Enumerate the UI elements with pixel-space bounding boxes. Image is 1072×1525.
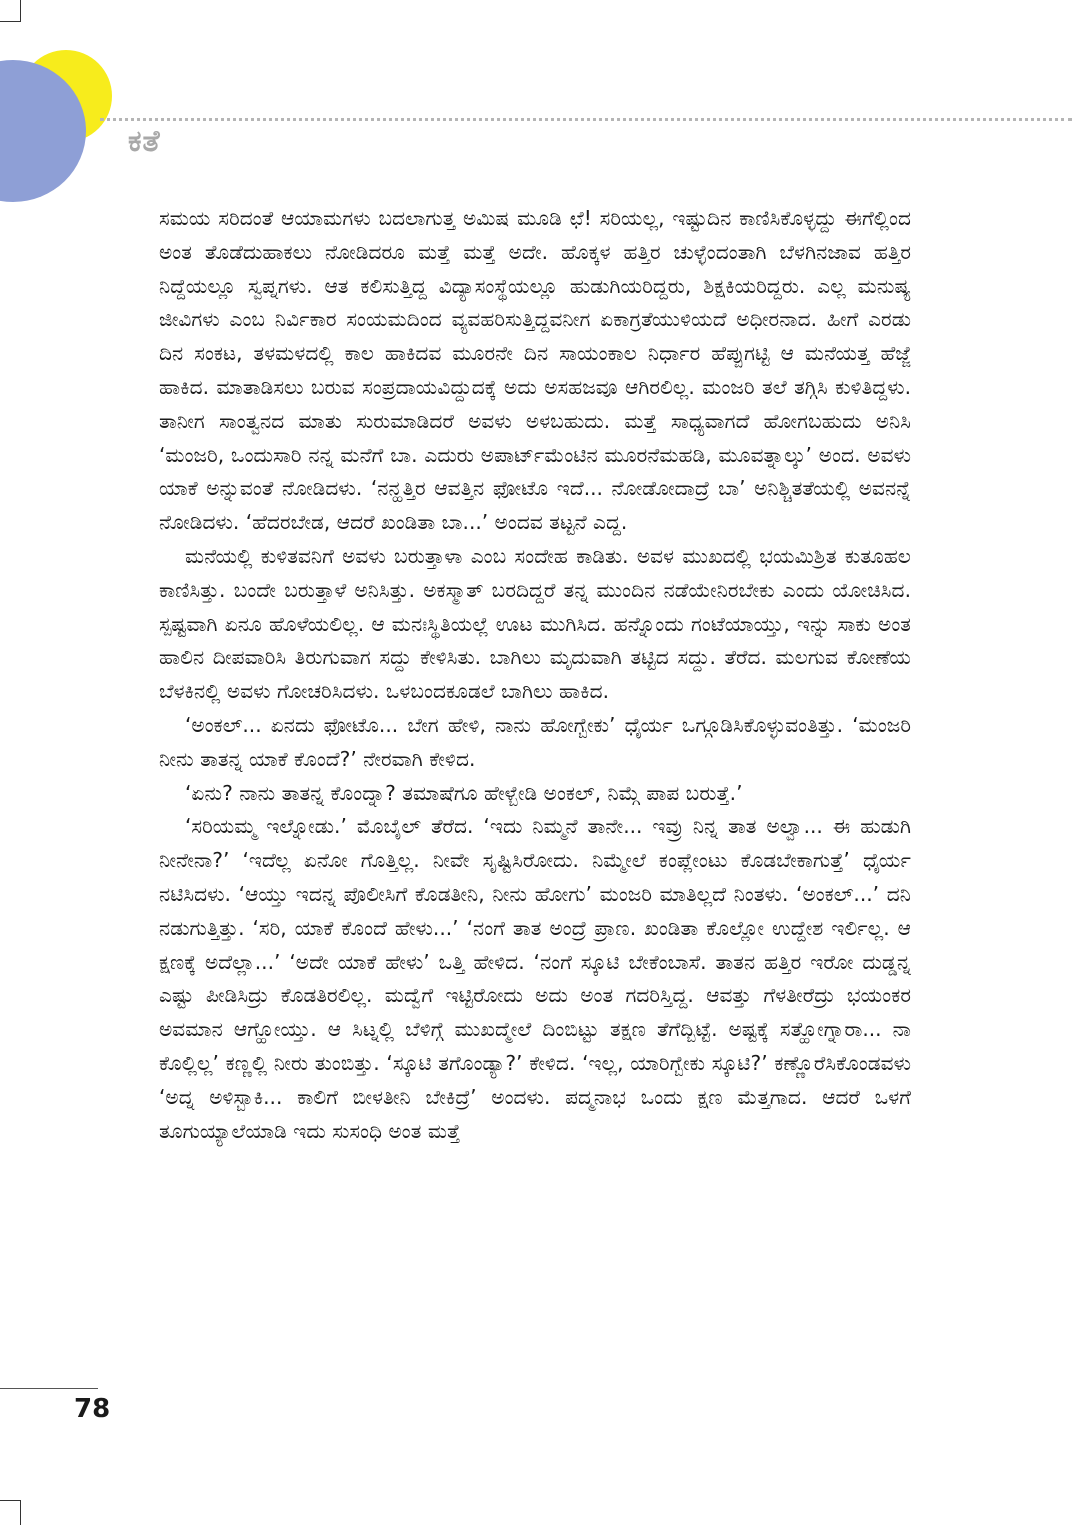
folio-rule — [0, 1388, 98, 1389]
story-paragraph: ‘ಸರಿಯಮ್ಮ ಇಲ್ನೋಡು.’ ಮೊಬೈಲ್ ತೆರೆದ. ‘ಇದು ನಿಮ್ಮನೆ ತಾನೇ... ಇವ್ರು ನಿನ್ನ ತಾತ ಅಲ್ವಾ... ಈ ಹುಡುಗಿ ನೀನೇನಾ?’ ‘ಇದೆಲ್ಲ ಏನೋ ಗೊತ್ತಿಲ್ಲ. ನೀವೇ ಸೃಷ್ಟಿಸಿರೋದು. ನಿಮ್ಮೇಲೆ ಕಂಪ್ಲೇಂಟು ಕೊಡಬೇಕಾಗುತ್ತೆ’ ಧೈರ್ಯ ನಟಿಸಿದಳು. ‘ಆಯ್ತು ಇದನ್ನ ಪೊಲೀಸಿಗೆ ಕೊಡತೀನಿ, ನೀನು ಹೋಗು’ ಮಂಜರಿ ಮಾತಿಲ್ಲದೆ ನಿಂತಳು. ‘ಅಂಕಲ್...’ ದನಿ ನಡುಗುತ್ತಿತ್ತು. ‘ಸರಿ, ಯಾಕೆ ಕೊಂದೆ ಹೇಳು...’ ‘ನಂಗೆ ತಾತ ಅಂದ್ರೆ ಪ್ರಾಣ. ಖಂಡಿತಾ ಕೊಲ್ಲೋ ಉದ್ದೇಶ ಇರ್ಲಿಲ್ಲ. ಆ ಕ್ಷಣಕ್ಕೆ ಅದೆಲ್ಲಾ...’ ‘ಅದೇ ಯಾಕೆ ಹೇಳು’ ಒತ್ತಿ ಹೇಳಿದ. ‘ನಂಗೆ ಸ್ಕೂಟಿ ಬೇಕೆಂಬಾಸೆ. ತಾತನ ಹತ್ತಿರ ಇರೋ ದುಡ್ಡನ್ನ ಎಷ್ಟು ಪೀಡಿಸಿದ್ರು ಕೊಡತಿರಲಿಲ್ಲ. ಮದ್ವೆಗೆ ಇಟ್ಟಿರೋದು ಅದು ಅಂತ ಗದರಿಸ್ತಿದ್ದ. ಆವತ್ತು ಗೆಳತೀರೆದ್ರು ಭಯಂಕರ ಅವಮಾನ ಆಗ್ಹೋಯ್ತು. ಆ ಸಿಟ್ನಲ್ಲಿ ಬೆಳಿಗ್ಗೆ ಮುಖದ್ಮೇಲೆ ದಿಂಬಿಟ್ಟು ತಕ್ಷಣ ತೆಗೆದ್ಬಿಟ್ಟೆ. ಅಷ್ಟಕ್ಕೆ ಸತ್ಹೋಗ್ನಾರಾ... ನಾ ಕೊಲ್ಲಿಲ್ಲ’ ಕಣ್ಣಲ್ಲಿ ನೀರು ತುಂಬಿತ್ತು. ‘ಸ್ಕೂಟಿ ತಗೊಂಡ್ಯಾ?’ ಕೇಳಿದ. ‘ಇಲ್ಲ, ಯಾರಿಗ್ಬೇಕು ಸ್ಕೂಟಿ?’ ಕಣ್ಣೊರೆಸಿಕೊಂಡವಳು ‘ಅದ್ನ ಅಳಿಸ್ಬಾಕಿ... ಕಾಲಿಗೆ ಬೀಳತೀನಿ ಬೇಕಿದ್ರೆ’ ಅಂದಳು. ಪದ್ಮನಾಭ ಒಂದು ಕ್ಷಣ ಮೆತ್ತಗಾದ. ಆದರೆ ಒಳಗೆ ತೂಗುಯ್ಯಾಲೆಯಾಡಿ ಇದು ಸುಸಂಧಿ ಅಂತ ಮತ್ತೆ — [159, 814, 911, 1143]
crop-mark-top-left-horizontal — [0, 21, 21, 22]
page-number: 78 — [74, 1394, 111, 1424]
story-paragraph: ಮನೆಯಲ್ಲಿ ಕುಳಿತವನಿಗೆ ಅವಳು ಬರುತ್ತಾಳಾ ಎಂಬ ಸಂದೇಹ ಕಾಡಿತು. ಅವಳ ಮುಖದಲ್ಲಿ ಭಯಮಿಶ್ರಿತ ಕುತೂಹಲ ಕಾಣಿಸಿತ್ತು. ಬಂದೇ ಬರುತ್ತಾಳೆ ಅನಿಸಿತ್ತು. ಅಕಸ್ಮಾತ್ ಬರದಿದ್ದರೆ ತನ್ನ ಮುಂದಿನ ನಡೆಯೇನಿರಬೇಕು ಎಂದು ಯೋಚಿಸಿದ. ಸ್ಪಷ್ಟವಾಗಿ ಏನೂ ಹೊಳೆಯಲಿಲ್ಲ. ಆ ಮನಃಸ್ಥಿತಿಯಲ್ಲೆ ಊಟ ಮುಗಿಸಿದ. ಹನ್ನೊಂದು ಗಂಟೆಯಾಯ್ತು, ಇನ್ನು ಸಾಕು ಅಂತ ಹಾಲಿನ ದೀಪವಾರಿಸಿ ತಿರುಗುವಾಗ ಸದ್ದು ಕೇಳಿಸಿತು. ಬಾಗಿಲು ಮೃದುವಾಗಿ ತಟ್ಟಿದ ಸದ್ದು. ತೆರೆದ. ಮಲಗುವ ಕೋಣೆಯ ಬೆಳಕಿನಲ್ಲಿ ಅವಳು ಗೋಚರಿಸಿದಳು. ಒಳಬಂದಕೂಡಲೆ ಬಾಗಿಲು ಹಾಕಿದ. — [159, 543, 911, 704]
crop-mark-bottom-left-vertical — [20, 1500, 21, 1525]
story-body — [159, 202, 911, 1148]
section-title: ಕತೆ — [128, 124, 161, 159]
story-paragraph: ‘ಅಂಕಲ್... ಏನದು ಫೋಟೊ... ಬೇಗ ಹೇಳಿ, ನಾನು ಹೋಗ್ಬೇಕು’ ಧೈರ್ಯ ಒಗ್ಗೂಡಿಸಿಕೊಳ್ಳುವಂತಿತ್ತು. ‘ಮಂಜರಿ ನೀನು ತಾತನ್ನ ಯಾಕೆ ಕೊಂದೆ?’ ನೇರವಾಗಿ ಕೇಳಿದ. — [159, 712, 911, 771]
story-paragraph: ‘ಏನು? ನಾನು ತಾತನ್ನ ಕೊಂದ್ನಾ? ತಮಾಷೆಗೂ ಹೇಳ್ಬೇಡಿ ಅಂಕಲ್, ನಿಮ್ಗೆ ಪಾಪ ಬರುತ್ತೆ.’ — [185, 780, 743, 805]
crop-mark-top-left-vertical — [20, 0, 21, 22]
crop-mark-bottom-left-horizontal — [0, 1500, 21, 1501]
header-dotted-rule — [100, 118, 1072, 121]
story-paragraph: ಸಮಯ ಸರಿದಂತೆ ಆಯಾಮಗಳು ಬದಲಾಗುತ್ತ ಅಮಿಷ ಮೂಡಿ ಛೆ! ಸರಿಯಲ್ಲ, ಇಷ್ಟುದಿನ ಕಾಣಿಸಿಕೊಳ್ಳದ್ದು ಈಗೆಲ್ಲಿಂದ ಅಂತ ತೊಡೆದುಹಾಕಲು ನೋಡಿದರೂ ಮತ್ತೆ ಮತ್ತೆ ಅದೇ. ಹೊಕ್ಕಳ ಹತ್ತಿರ ಚುಳ್ಳೆಂದಂತಾಗಿ ಬೆಳಗಿನಜಾವ ಹತ್ತಿರ ನಿದ್ದೆಯಲ್ಲೂ ಸ್ವಪ್ನಗಳು. ಆತ ಕಲಿಸುತ್ತಿದ್ದ ವಿದ್ಯಾಸಂಸ್ಥೆಯಲ್ಲೂ ಹುಡುಗಿಯರಿದ್ದರು, ಶಿಕ್ಷಕಿಯರಿದ್ದರು. ಎಲ್ಲ ಮನುಷ್ಯ ಜೀವಿಗಳು ಎಂಬ ನಿರ್ವಿಕಾರ ಸಂಯಮದಿಂದ ವ್ಯವಹರಿಸುತ್ತಿದ್ದವನೀಗ ಏಕಾಗ್ರತೆಯುಳಿಯದೆ ಅಧೀರನಾದ. ಹೀಗೆ ಎರಡು ದಿನ ಸಂಕಟ, ತಳಮಳದಲ್ಲಿ ಕಾಲ ಹಾಕಿದವ ಮೂರನೇ ದಿನ ಸಾಯಂಕಾಲ ನಿರ್ಧಾರ ಹೆಪ್ಪುಗಟ್ಟಿ ಆ ಮನೆಯತ್ತ ಹೆಜ್ಜೆ ಹಾಕಿದ. ಮಾತಾಡಿಸಲು ಬರುವ ಸಂಪ್ರದಾಯವಿದ್ದುದಕ್ಕೆ ಅದು ಅಸಹಜವೂ ಆಗಿರಲಿಲ್ಲ. ಮಂಜರಿ ತಲೆ ತಗ್ಗಿಸಿ ಕುಳಿತಿದ್ದಳು. ತಾನೀಗ ಸಾಂತ್ವನದ ಮಾತು ಸುರುಮಾಡಿದರೆ ಅವಳು ಅಳಬಹುದು. ಮತ್ತೆ ಸಾಧ್ಯವಾಗದೆ ಹೋಗಬಹುದು ಅನಿಸಿ ‘ಮಂಜರಿ, ಒಂದುಸಾರಿ ನನ್ನ ಮನೆಗೆ ಬಾ. ಎದುರು ಅಪಾರ್ಟ್‌ಮೆಂಟಿನ ಮೂರನೆಮಹಡಿ, ಮೂವತ್ನಾಲ್ಕು’ ಅಂದ. ಅವಳು ಯಾಕೆ ಅನ್ನುವಂತೆ ನೋಡಿದಳು. ‘ನನ್ಹತ್ತಿರ ಆವತ್ತಿನ ಫೋಟೊ ಇದೆ... ನೋಡೋದಾದ್ರೆ ಬಾ’ ಅನಿಶ್ಚಿತತೆಯಲ್ಲಿ ಅವನನ್ನೆ ನೋಡಿದಳು. ‘ಹೆದರಬೇಡ, ಆದರೆ ಖಂಡಿತಾ ಬಾ...’ ಅಂದವ ತಟ್ಟನೆ ಎದ್ದ. — [159, 206, 911, 535]
